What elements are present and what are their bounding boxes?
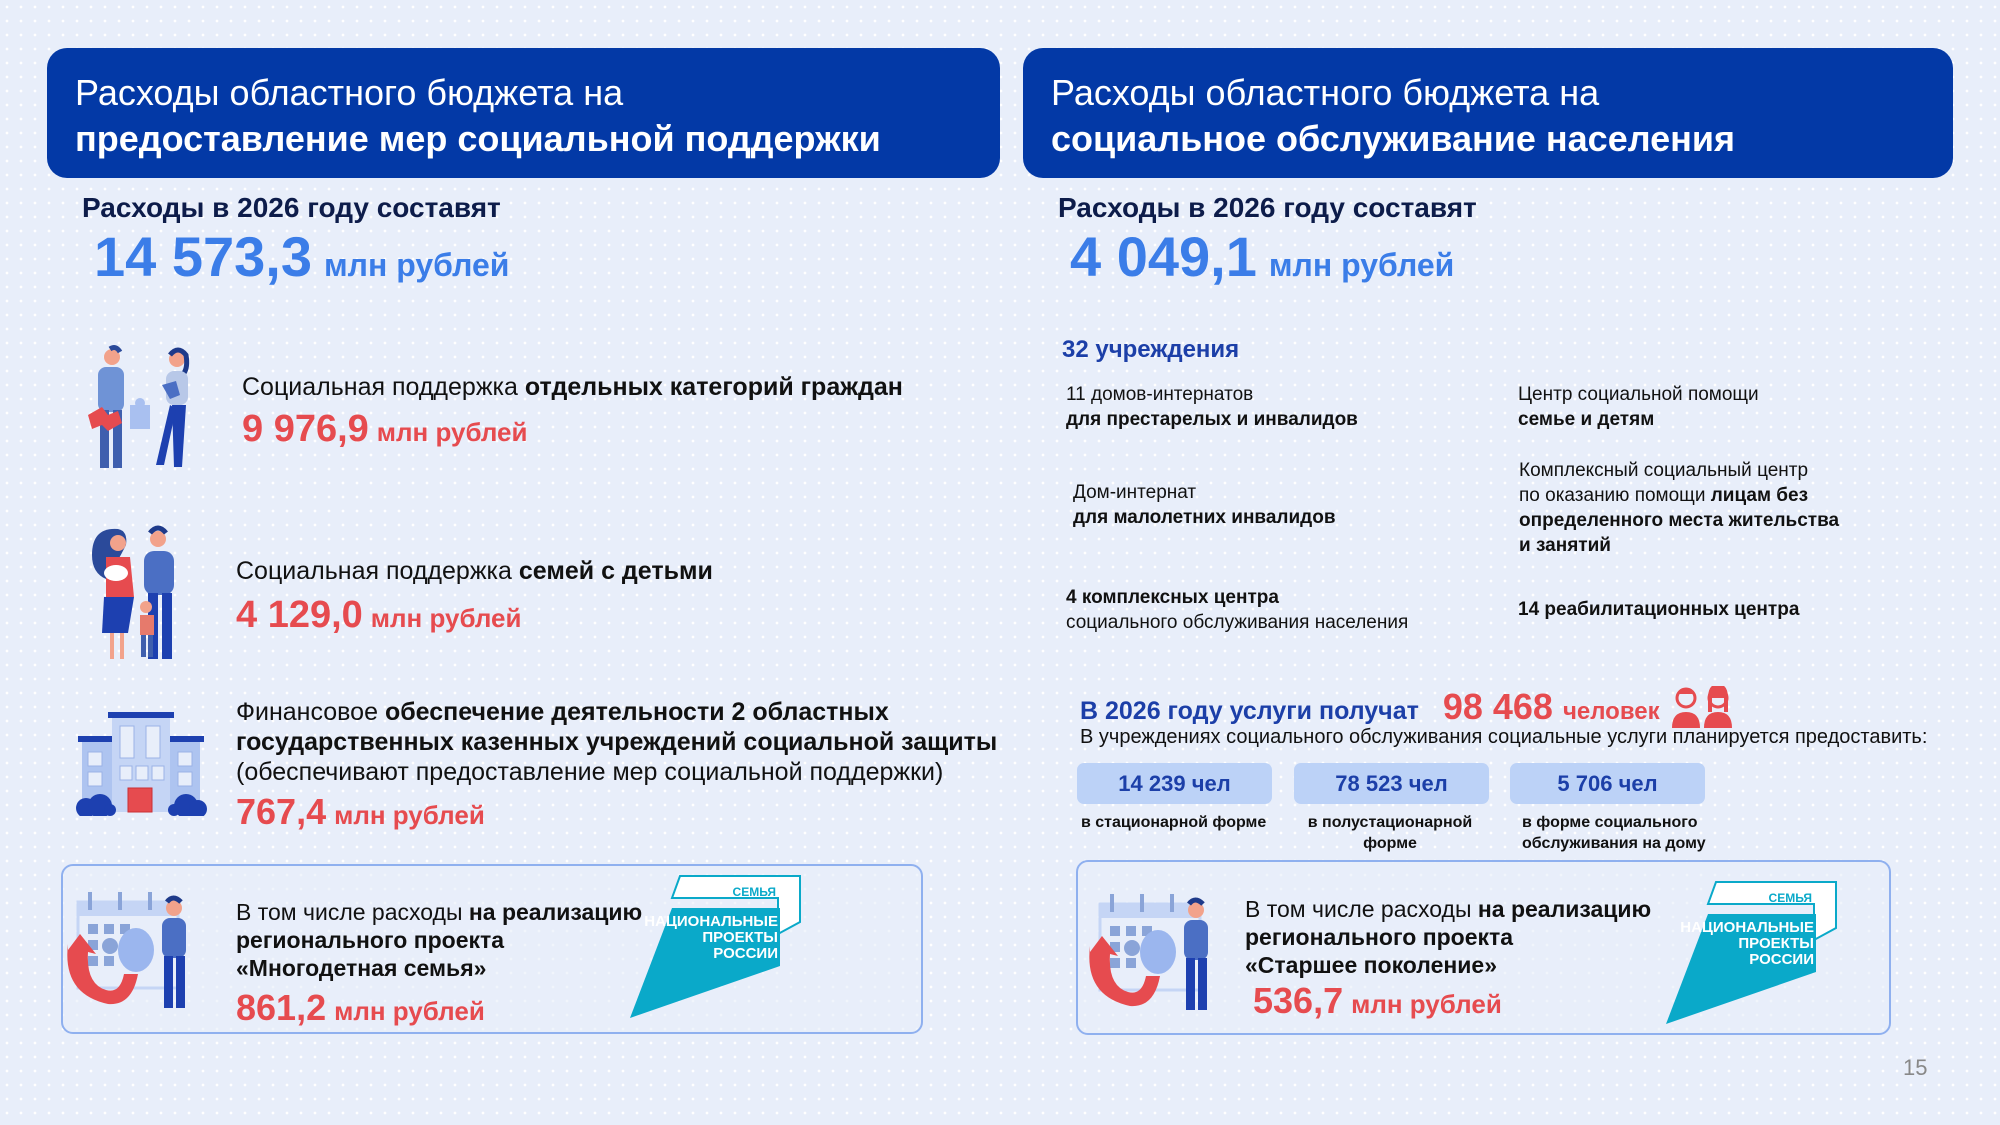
services-description: В учреждениях социального обслуживания социальные услуги планируется предоставить: xyxy=(1080,726,1928,748)
left-header-line1: Расходы областного бюджета на xyxy=(75,72,624,113)
institution-label: по оказанию помощи xyxy=(1519,485,1711,506)
pill-caption-line: в форме социального xyxy=(1522,814,1698,831)
svg-text:СЕМЬЯ: СЕМЬЯ xyxy=(732,885,776,899)
project-line1-plain: В том числе расходы xyxy=(236,899,469,925)
project-line1-bold: на реализацию xyxy=(468,899,643,925)
right-header-line2: социальное обслуживание населения xyxy=(1051,118,1736,159)
institution-label-bold: для престарелых и инвалидов xyxy=(1066,409,1358,430)
project-line2: регионального проекта xyxy=(1245,924,1514,950)
left-total-unit: млн рублей xyxy=(323,247,510,283)
item2-value: 4 129,0 xyxy=(236,594,363,636)
pill-inpatient: 14 239 чел xyxy=(1077,763,1272,804)
item2-label: Социальная поддержка xyxy=(236,557,519,585)
right-header-line1: Расходы областного бюджета на xyxy=(1051,72,1600,113)
national-projects-logo xyxy=(1664,880,1840,1024)
institution-rehab-centers xyxy=(1518,597,1799,622)
left-header-line2: предоставление мер социальной поддержки xyxy=(75,118,881,159)
people-icon xyxy=(1670,686,1736,728)
item3-label: Финансовое xyxy=(236,698,385,726)
institution-complex-centers xyxy=(1066,585,1408,635)
pill-home-service: 5 706 чел xyxy=(1510,763,1705,804)
page-number: 15 xyxy=(1903,1055,1928,1080)
project-line2: регионального проекта xyxy=(236,927,505,953)
national-projects-logo xyxy=(628,874,804,1018)
item1-unit: млн рублей xyxy=(376,417,528,447)
project-unit: млн рублей xyxy=(1351,989,1502,1019)
right-total-caption: Расходы в 2026 году составят xyxy=(1058,192,1477,223)
svg-text:РОССИИ: РОССИИ xyxy=(713,945,778,962)
project-text-large-family xyxy=(236,898,642,1026)
left-total-caption: Расходы в 2026 году составят xyxy=(82,192,501,223)
item3-label-note: (обеспечивают предоставление мер социальной поддержки) xyxy=(236,758,944,786)
item1-label: Социальная поддержка xyxy=(242,373,525,401)
pill-caption-home xyxy=(1522,812,1706,854)
institution-label-bold: лицам без xyxy=(1710,485,1809,506)
project-line1-bold: на реализацию xyxy=(1477,896,1652,922)
project-line1-plain: В том числе расходы xyxy=(1245,896,1478,922)
institution-label-bold: 4 комплексных центра xyxy=(1066,587,1279,608)
institution-label: Комплексный социальный центр xyxy=(1519,460,1809,481)
item3-value: 767,4 xyxy=(236,791,327,832)
institution-label: социального обслуживания населения xyxy=(1066,612,1409,633)
item2-label-bold: семей с детьми xyxy=(518,557,713,585)
right-total-unit: млн рублей xyxy=(1268,247,1455,283)
item3-unit: млн рублей xyxy=(334,800,485,830)
svg-text:НАЦИОНАЛЬНЫЕ: НАЦИОНАЛЬНЫЕ xyxy=(644,913,778,930)
services-summary xyxy=(1080,686,1736,728)
calendar-person-icon xyxy=(64,888,214,1016)
institutions-count: 32 учреждения xyxy=(1062,336,1240,363)
family-icon xyxy=(86,525,196,665)
right-total-value: 4 049,1 xyxy=(1070,225,1257,288)
institution-label: 11 домов-интернатов xyxy=(1066,384,1254,405)
institution-nursing-homes xyxy=(1066,382,1358,432)
calendar-person-icon xyxy=(1086,890,1236,1018)
building-icon xyxy=(74,710,208,816)
pill-caption-line: форме xyxy=(1363,835,1417,852)
services-caption: В 2026 году услуги получат xyxy=(1080,697,1419,725)
services-unit: человек xyxy=(1562,698,1660,725)
institution-homeless-center xyxy=(1519,458,1839,558)
svg-text:ПРОЕКТЫ: ПРОЕКТЫ xyxy=(702,929,778,946)
item3-label-bold-1: обеспечение деятельности 2 областных xyxy=(384,698,889,726)
services-value: 98 468 xyxy=(1442,686,1553,727)
item-state-institutions xyxy=(236,697,997,833)
institution-family-center xyxy=(1518,382,1759,432)
pill-caption-line: обслуживания на дому xyxy=(1522,835,1706,852)
pill-caption-line: в стационарной форме xyxy=(1081,814,1267,831)
project-unit: млн рублей xyxy=(334,996,485,1026)
project-name: «Старшее поколение» xyxy=(1245,952,1497,978)
pill-semi-inpatient: 78 523 чел xyxy=(1294,763,1489,804)
institution-label-bold: определенного места жительства xyxy=(1519,510,1840,531)
right-section-header xyxy=(1023,48,1953,178)
people-puzzle-icon xyxy=(82,345,212,475)
left-total xyxy=(82,192,509,289)
svg-text:РОССИИ: РОССИИ xyxy=(1749,951,1814,968)
right-total xyxy=(1058,192,1477,289)
left-total-value: 14 573,3 xyxy=(94,225,312,288)
left-section-header xyxy=(47,48,1000,178)
item-individual-categories xyxy=(242,372,903,451)
svg-text:НАЦИОНАЛЬНЫЕ: НАЦИОНАЛЬНЫЕ xyxy=(1680,919,1814,936)
project-text-older-generation xyxy=(1245,895,1651,1019)
project-value: 861,2 xyxy=(236,987,327,1028)
project-name: «Многодетная семья» xyxy=(236,955,487,981)
pill-caption-inpatient xyxy=(1081,812,1266,833)
institution-label-bold: и занятий xyxy=(1519,535,1611,556)
institution-label-bold: для малолетних инвалидов xyxy=(1073,507,1336,528)
institution-label: Дом-интернат xyxy=(1073,482,1197,503)
item2-unit: млн рублей xyxy=(370,603,522,633)
svg-text:ПРОЕКТЫ: ПРОЕКТЫ xyxy=(1738,935,1814,952)
svg-text:СЕМЬЯ: СЕМЬЯ xyxy=(1768,891,1812,905)
institution-label: Центр социальной помощи xyxy=(1518,384,1759,405)
project-value: 536,7 xyxy=(1253,980,1344,1021)
pill-caption-semi-inpatient xyxy=(1295,812,1485,854)
institution-label-bold: семье и детям xyxy=(1518,409,1655,430)
item1-value: 9 976,9 xyxy=(242,408,369,450)
institution-label-bold: 14 реабилитационных центра xyxy=(1518,599,1800,620)
item1-label-bold: отдельных категорий граждан xyxy=(524,373,903,401)
item3-label-bold-2: государственных казенных учреждений социальной защиты xyxy=(236,728,998,756)
item-families-with-children xyxy=(236,556,713,637)
institution-children-home xyxy=(1073,480,1336,530)
pill-caption-line: в полустационарной xyxy=(1307,814,1473,831)
